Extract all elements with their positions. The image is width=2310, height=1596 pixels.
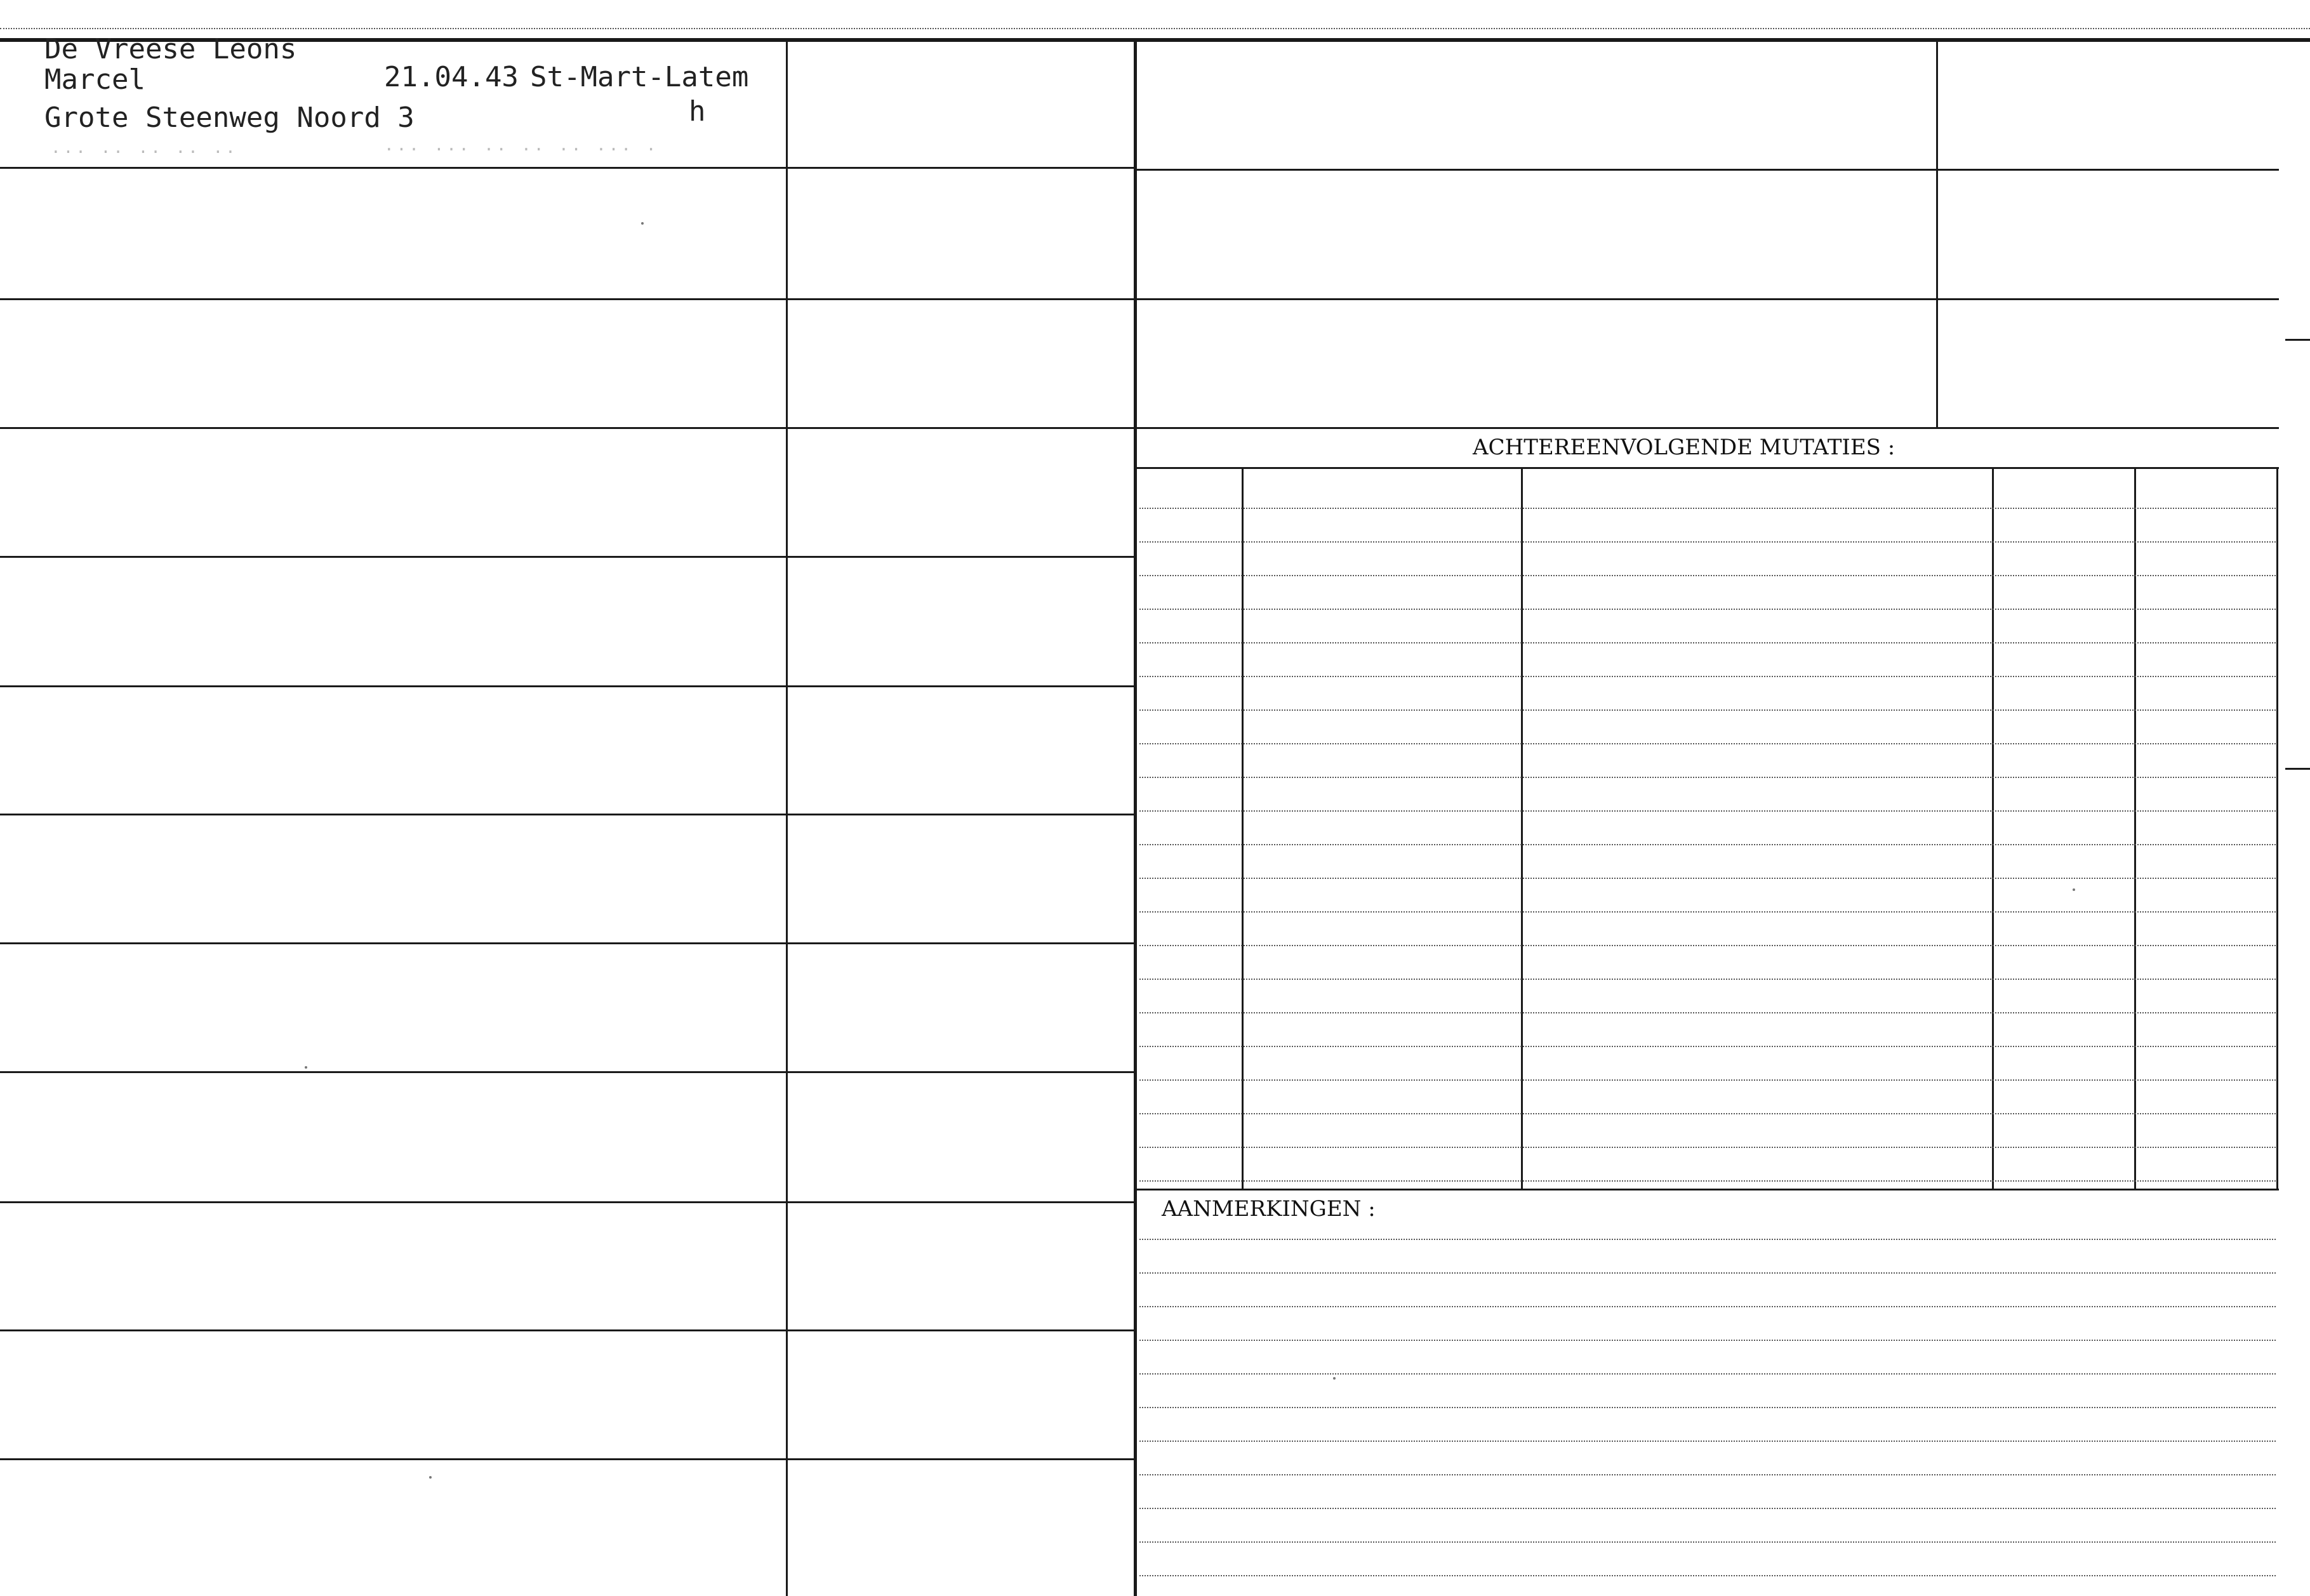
- mutations-col-line: [1242, 468, 1244, 1190]
- remark-dotted-line: [1139, 1508, 2276, 1509]
- left-row-line: [0, 942, 1136, 944]
- left-row-line: [0, 814, 1136, 815]
- mutation-dotted-line: [1139, 642, 2276, 643]
- mutation-dotted-line: [1139, 810, 2276, 812]
- remark-dotted-line: [1139, 1272, 2276, 1274]
- left-row-line: [0, 1201, 1136, 1203]
- remark-dotted-line: [1139, 1373, 2276, 1375]
- scan-speck: [429, 1476, 432, 1479]
- mutation-dotted-line: [1139, 911, 2276, 913]
- mutation-dotted-line: [1139, 1046, 2276, 1047]
- mutation-dotted-line: [1139, 1113, 2276, 1114]
- right-edge-tick: [2285, 339, 2310, 341]
- mutations-col-line: [1521, 468, 1523, 1190]
- mutation-dotted-line: [1139, 575, 2276, 576]
- mutations-table-bottom: [1136, 1189, 2279, 1190]
- scan-speck: [305, 1066, 307, 1069]
- mutations-col-line: [2134, 468, 2136, 1190]
- faded-text-left: ... .. .. .. ..: [51, 138, 238, 157]
- top-edge-dotted: [0, 28, 2310, 29]
- mutation-dotted-line: [1139, 541, 2276, 543]
- mutations-table-top: [1136, 467, 2279, 469]
- left-row-line: [0, 1458, 1136, 1460]
- right-upper-row-line: [1136, 169, 2279, 171]
- scan-speck: [641, 222, 644, 225]
- surname-text: De Vreese Leons: [44, 33, 297, 65]
- mutation-dotted-line: [1139, 709, 2276, 711]
- birth-place-text: St-Mart-Latem: [530, 61, 749, 93]
- left-column-right-border: [1134, 38, 1137, 1596]
- mark-text: h: [689, 95, 706, 128]
- mutation-dotted-line: [1139, 1079, 2276, 1081]
- birth-date-text: 21.04.43: [384, 61, 519, 93]
- remark-dotted-line: [1139, 1441, 2276, 1442]
- left-column-divider: [786, 38, 788, 1596]
- mutation-dotted-line: [1139, 844, 2276, 845]
- left-row-line: [0, 427, 1136, 429]
- remarks-heading: AANMERKINGEN :: [1162, 1196, 1376, 1222]
- address-text: Grote Steenweg Noord 3: [44, 102, 415, 134]
- remark-dotted-line: [1139, 1340, 2276, 1341]
- left-row-line: [0, 685, 1136, 687]
- right-upper-divider: [1936, 38, 1938, 428]
- mutation-dotted-line: [1139, 777, 2276, 778]
- mutation-dotted-line: [1139, 743, 2276, 744]
- right-upper-row-line: [1136, 298, 2279, 300]
- remark-dotted-line: [1139, 1575, 2276, 1576]
- mutations-col-line: [2276, 468, 2278, 1190]
- mutations-col-line: [1992, 468, 1994, 1190]
- top-rule: [0, 38, 2310, 42]
- remark-dotted-line: [1139, 1239, 2276, 1240]
- scan-speck: [2073, 888, 2075, 891]
- mutation-dotted-line: [1139, 1180, 2276, 1182]
- mutation-dotted-line: [1139, 1012, 2276, 1013]
- left-row-line: [0, 1329, 1136, 1331]
- right-edge-tick: [2285, 768, 2310, 770]
- remark-dotted-line: [1139, 1407, 2276, 1408]
- mutation-dotted-line: [1139, 508, 2276, 509]
- left-row-line: [0, 167, 1136, 169]
- remark-dotted-line: [1139, 1306, 2276, 1307]
- mutation-dotted-line: [1139, 878, 2276, 879]
- mutation-dotted-line: [1139, 676, 2276, 677]
- first-name-text: Marcel: [44, 63, 145, 96]
- mutation-dotted-line: [1139, 979, 2276, 980]
- remark-dotted-line: [1139, 1474, 2276, 1475]
- left-row-line: [0, 1071, 1136, 1073]
- left-row-line: [0, 556, 1136, 558]
- mutation-dotted-line: [1139, 1147, 2276, 1148]
- mutation-dotted-line: [1139, 945, 2276, 946]
- remark-dotted-line: [1139, 1541, 2276, 1543]
- mutations-heading: ACHTEREENVOLGENDE MUTATIES :: [1473, 435, 1895, 460]
- right-upper-row-line: [1136, 427, 2279, 429]
- left-row-line: [0, 298, 1136, 300]
- mutation-dotted-line: [1139, 609, 2276, 610]
- scan-speck: [1333, 1377, 1336, 1380]
- faded-text-right: ... ... .. .. .. ... .: [384, 136, 659, 155]
